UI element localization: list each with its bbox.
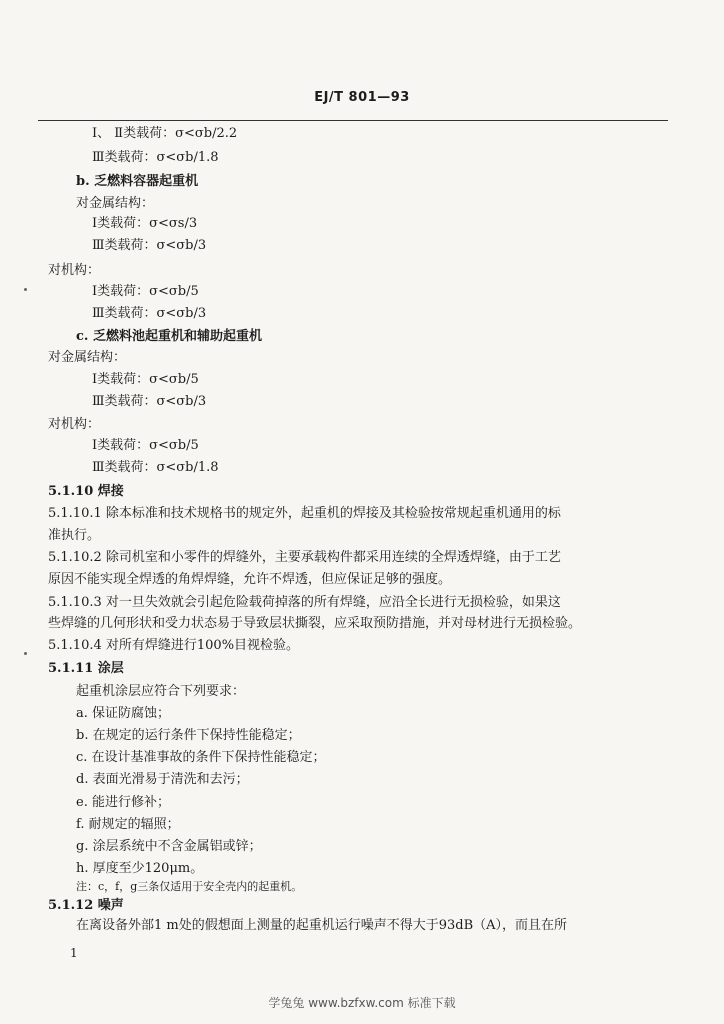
paragraph-line: 5.1.10.2 除司机室和小零件的焊缝外，主要承载构件都采用连续的全焊透焊缝，由于工艺 <box>48 550 561 565</box>
text-line: 对机构： <box>48 263 101 278</box>
note-line: 注：c，f，g三条仅适用于安全壳内的起重机。 <box>76 880 303 893</box>
page-number: 1 <box>70 946 78 960</box>
text-line: Ⅲ类载荷：σ<σb/1.8 <box>92 460 219 475</box>
list-heading-c: c. 乏燃料池起重机和辅助起重机 <box>76 329 262 344</box>
list-item: f. 耐规定的辐照； <box>76 817 180 832</box>
text-line: Ⅲ类载荷：σ<σb/3 <box>92 306 207 321</box>
paragraph-line: 原因不能实现全焊透的角焊焊缝，允许不焊透，但应保证足够的强度。 <box>48 572 452 587</box>
text-line: Ⅰ、 Ⅱ类载荷：σ<σb/2.2 <box>92 126 238 141</box>
text-line: 对金属结构： <box>76 196 155 211</box>
paragraph-line: 起重机涂层应符合下列要求： <box>76 684 246 699</box>
text-line: 对机构： <box>48 417 101 432</box>
paragraph-line: 5.1.10.4 对所有焊缝进行100%目视检验。 <box>48 638 300 653</box>
text-line: Ⅲ类载荷：σ<σb/3 <box>92 394 207 409</box>
text-line: Ⅲ类载荷：σ<σb/3 <box>92 238 207 253</box>
paragraph-line: 在离设备外部1 m处的假想面上测量的起重机运行噪声不得大于93dB（A），而且在所 <box>76 918 568 933</box>
document-header: EJ/T 801—93 <box>314 90 410 105</box>
text-line: Ⅰ类载荷：σ<σs/3 <box>92 216 198 231</box>
paragraph-line: 5.1.10.3 对一旦失效就会引起危险载荷掉落的所有焊缝，应沿全长进行无损检验，如果这 <box>48 595 561 610</box>
section-heading: 5.1.11 涂层 <box>48 661 124 676</box>
list-heading-b: b. 乏燃料容器起重机 <box>76 174 199 189</box>
text-line: Ⅰ类载荷：σ<σb/5 <box>92 284 199 299</box>
scan-speck <box>24 288 27 291</box>
text-line: Ⅰ类载荷：σ<σb/5 <box>92 372 199 387</box>
scan-speck <box>24 652 27 655</box>
list-item: c. 在设计基准事故的条件下保持性能稳定； <box>76 750 326 765</box>
section-heading: 5.1.10 焊接 <box>48 484 124 499</box>
list-item: e. 能进行修补； <box>76 795 170 810</box>
section-heading: 5.1.12 噪声 <box>48 898 124 913</box>
text-line: 对金属结构： <box>48 350 127 365</box>
text-line: Ⅲ类载荷：σ<σb/1.8 <box>92 150 219 165</box>
list-item: h. 厚度至少120μm。 <box>76 861 204 876</box>
paragraph-line: 些焊缝的几何形状和受力状态易于导致层状撕裂，应采取预防措施，并对母材进行无损检验。 <box>48 616 582 631</box>
header-rule <box>38 120 668 121</box>
list-item: a. 保证防腐蚀； <box>76 706 171 721</box>
list-item: b. 在规定的运行条件下保持性能稳定； <box>76 728 301 743</box>
paragraph-line: 准执行。 <box>48 528 101 543</box>
paragraph-line: 5.1.10.1 除本标准和技术规格书的规定外，起重机的焊接及其检验按常规起重机通用的标 <box>48 506 561 521</box>
text-line: Ⅰ类载荷：σ<σb/5 <box>92 438 199 453</box>
watermark-footer: 学兔兔 www.bzfxw.com 标准下载 <box>268 996 456 1010</box>
list-item: d. 表面光滑易于清洗和去污； <box>76 772 249 787</box>
list-item: g. 涂层系统中不含金属铝或锌； <box>76 839 262 854</box>
